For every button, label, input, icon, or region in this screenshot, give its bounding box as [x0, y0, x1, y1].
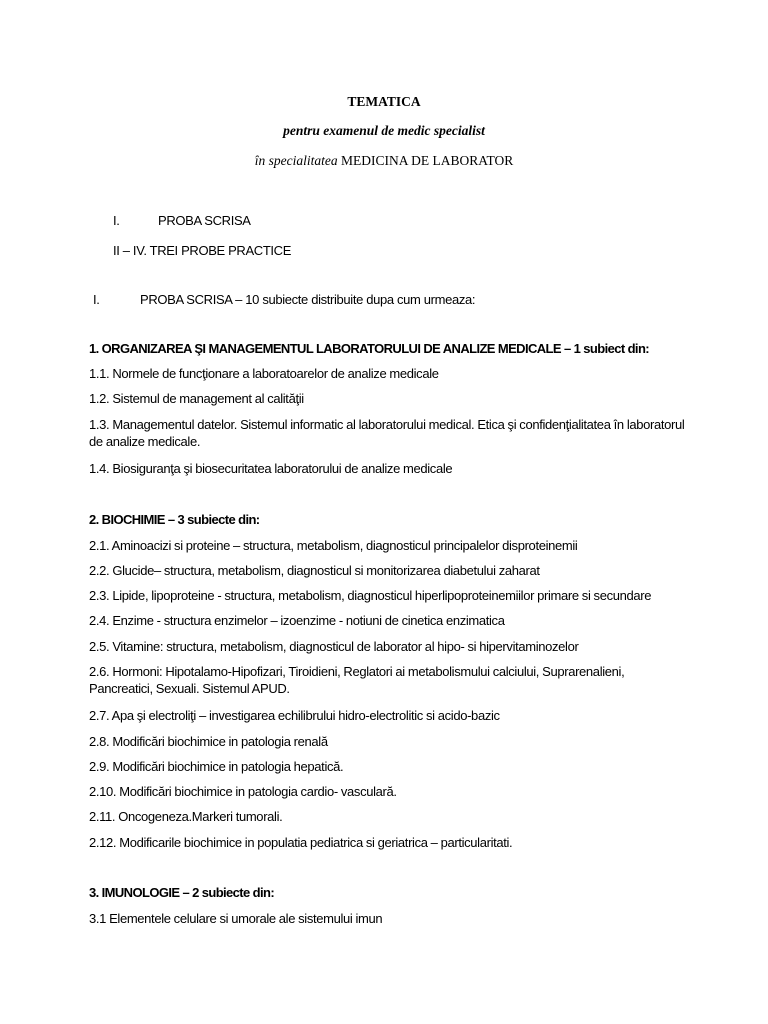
list-item: 2.12. Modificarile biochimice in populatia pediatrica si geriatrica – particularitati. — [89, 835, 513, 850]
list-item: 2.8. Modificări biochimice in patologia renală — [89, 734, 328, 749]
outline-number: I. — [113, 213, 120, 228]
list-item: 2.5. Vitamine: structura, metabolism, diagnosticul de laborator al hipo- si hipervitaminozelor — [89, 639, 579, 654]
list-item: 1.3. Managementul datelor. Sistemul informatic al laboratorului medical. Etica şi confidenţialitatea în laboratorul de analize medicale. — [89, 417, 685, 449]
outline-item-1 — [113, 213, 251, 229]
proba-heading — [93, 292, 475, 308]
list-item: 1.4. Biosiguranţa şi biosecuritatea laboratorului de analize medicale — [89, 461, 453, 476]
document-title: TEMATICA — [347, 94, 421, 109]
list-item: 2.2. Glucide– structura, metabolism, diagnosticul si monitorizarea diabetului zaharat — [89, 563, 540, 578]
list-item: 2.1. Aminoacizi si proteine – structura, metabolism, diagnosticul principalelor disproteinemii — [89, 538, 578, 553]
list-item: 2.10. Modificări biochimice in patologia cardio- vasculară. — [89, 784, 397, 799]
list-item: 2.11. Oncogeneza.Markeri tumorali. — [89, 809, 283, 824]
list-item: 3.1 Elementele celulare si umorale ale sistemului imun — [89, 911, 383, 926]
list-item: 2.3. Lipide, lipoproteine - structura, metabolism, diagnosticul hiperlipoproteinemiilor primare si secundare — [89, 588, 652, 603]
list-item: 2.4. Enzime - structura enzimelor – izoenzime - notiuni de cinetica enzimatica — [89, 613, 505, 628]
outline-text: II – IV. TREI PROBE PRACTICE — [113, 243, 292, 258]
specialty-prefix: în specialitatea — [254, 153, 338, 168]
outline-text: PROBA SCRISA — [158, 213, 251, 228]
section-heading-3: 3. IMUNOLOGIE – 2 subiecte din: — [89, 885, 275, 900]
document-specialty — [0, 153, 768, 169]
list-item: 2.9. Modificări biochimice in patologia hepatică. — [89, 759, 344, 774]
list-item: 1.2. Sistemul de management al calităţii — [89, 391, 304, 406]
document-subtitle: pentru examenul de medic specialist — [283, 123, 485, 138]
list-item: 2.6. Hormoni: Hipotalamo-Hipofizari, Tiroidieni, Reglatori ai metabolismului calciului, Suprarenalieni, Pancreatici, Sexuali. Sistemul APUD. — [89, 664, 625, 696]
specialty-name: MEDICINA DE LABORATOR — [340, 153, 514, 168]
list-item: 2.7. Apa şi electroliţi – investigarea echilibrului hidro-electrolitic si acido-bazic — [89, 708, 500, 723]
section-heading-2: 2. BIOCHIMIE – 3 subiecte din: — [89, 512, 260, 527]
section-heading-1: 1. ORGANIZAREA ŞI MANAGEMENTUL LABORATORULUI DE ANALIZE MEDICALE – 1 subiect din: — [89, 341, 650, 356]
list-item: 1.1. Normele de funcţionare a laboratoarelor de analize medicale — [89, 366, 439, 381]
outline-item-2 — [113, 243, 291, 259]
proba-number: I. — [93, 292, 100, 307]
proba-text: PROBA SCRISA – 10 subiecte distribuite dupa cum urmeaza: — [140, 292, 476, 307]
